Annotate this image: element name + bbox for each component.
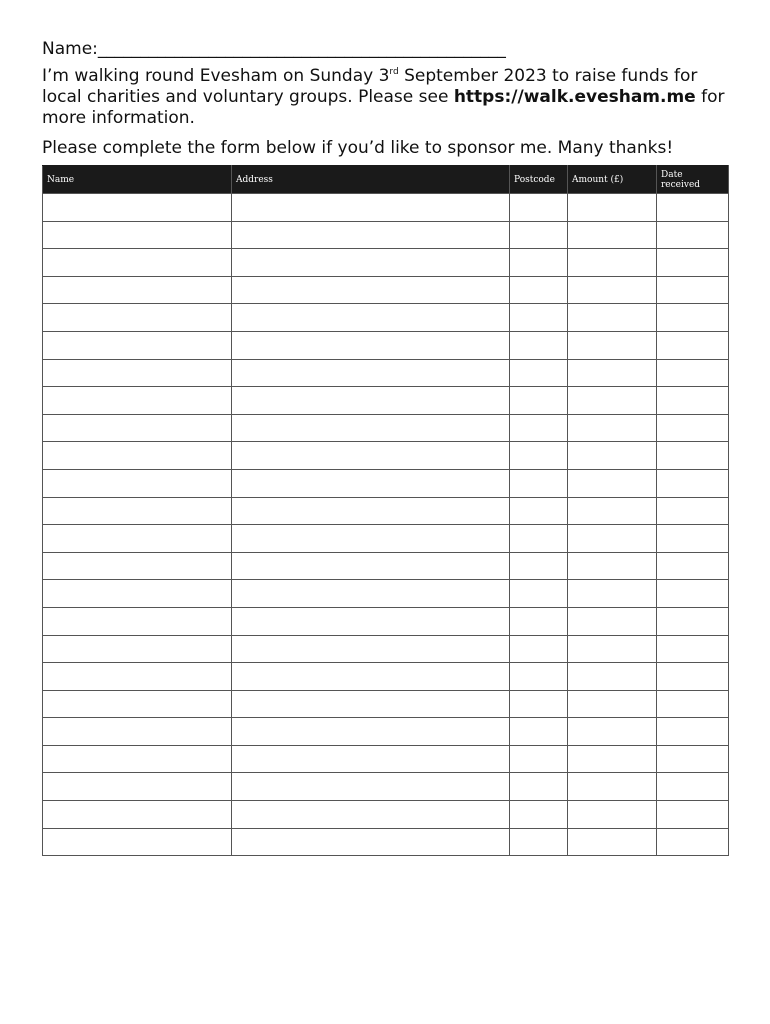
postcode-cell[interactable] (510, 828, 568, 856)
name-cell[interactable] (43, 304, 232, 332)
table-row (43, 276, 729, 304)
postcode-cell[interactable] (510, 745, 568, 773)
amount-cell[interactable] (568, 359, 657, 387)
postcode-cell[interactable] (510, 221, 568, 249)
date-received-cell[interactable] (657, 745, 729, 773)
date-received-cell[interactable] (657, 359, 729, 387)
table-row (43, 331, 729, 359)
amount-cell[interactable] (568, 304, 657, 332)
date-received-cell[interactable] (657, 828, 729, 856)
postcode-cell[interactable] (510, 442, 568, 470)
postcode-cell[interactable] (510, 525, 568, 553)
postcode-cell[interactable] (510, 580, 568, 608)
intro-text-end: for more information. (42, 87, 725, 128)
date-received-cell[interactable] (657, 194, 729, 222)
date-received-cell[interactable] (657, 221, 729, 249)
postcode-cell[interactable] (510, 414, 568, 442)
table-row (43, 469, 729, 497)
name-cell[interactable] (43, 773, 232, 801)
date-received-cell[interactable] (657, 718, 729, 746)
table-row (43, 249, 729, 277)
name-label: Name: (42, 39, 98, 59)
amount-cell[interactable] (568, 718, 657, 746)
amount-cell[interactable] (568, 552, 657, 580)
name-cell[interactable] (43, 469, 232, 497)
address-cell[interactable] (232, 249, 510, 277)
name-cell[interactable] (43, 387, 232, 415)
postcode-cell[interactable] (510, 663, 568, 691)
postcode-cell[interactable] (510, 359, 568, 387)
amount-cell[interactable] (568, 801, 657, 829)
address-cell[interactable] (232, 801, 510, 829)
date-received-cell[interactable] (657, 497, 729, 525)
date-received-cell[interactable] (657, 304, 729, 332)
amount-cell[interactable] (568, 469, 657, 497)
column-header-amount: Amount (£) (568, 166, 657, 194)
postcode-cell[interactable] (510, 194, 568, 222)
name-cell[interactable] (43, 359, 232, 387)
name-cell[interactable] (43, 194, 232, 222)
name-cell[interactable] (43, 801, 232, 829)
amount-cell[interactable] (568, 249, 657, 277)
table-row (43, 525, 729, 553)
table-row (43, 801, 729, 829)
address-cell[interactable] (232, 414, 510, 442)
table-row (43, 552, 729, 580)
amount-cell[interactable] (568, 387, 657, 415)
amount-cell[interactable] (568, 194, 657, 222)
postcode-cell[interactable] (510, 552, 568, 580)
address-cell[interactable] (232, 690, 510, 718)
address-cell[interactable] (232, 331, 510, 359)
table-row (43, 304, 729, 332)
table-row (43, 607, 729, 635)
amount-cell[interactable] (568, 525, 657, 553)
name-cell[interactable] (43, 718, 232, 746)
name-cell[interactable] (43, 745, 232, 773)
address-cell[interactable] (232, 387, 510, 415)
date-received-cell[interactable] (657, 414, 729, 442)
table-row (43, 663, 729, 691)
postcode-cell[interactable] (510, 773, 568, 801)
table-row (43, 745, 729, 773)
table-row (43, 718, 729, 746)
name-cell[interactable] (43, 828, 232, 856)
address-cell[interactable] (232, 359, 510, 387)
table-row (43, 497, 729, 525)
name-cell[interactable] (43, 331, 232, 359)
name-cell[interactable] (43, 580, 232, 608)
name-cell[interactable] (43, 663, 232, 691)
postcode-cell[interactable] (510, 635, 568, 663)
address-cell[interactable] (232, 469, 510, 497)
date-received-cell[interactable] (657, 331, 729, 359)
name-cell[interactable] (43, 635, 232, 663)
name-cell[interactable] (43, 414, 232, 442)
postcode-cell[interactable] (510, 249, 568, 277)
amount-cell[interactable] (568, 221, 657, 249)
intro-text-middle: September 2023 to raise funds for local charities and voluntary groups. Please see (42, 66, 698, 107)
address-cell[interactable] (232, 580, 510, 608)
website-link[interactable]: https://walk.evesham.me (453, 87, 696, 107)
address-cell[interactable] (232, 552, 510, 580)
date-received-cell[interactable] (657, 773, 729, 801)
table-row (43, 690, 729, 718)
column-header-name: Name (43, 166, 232, 194)
date-received-cell[interactable] (657, 580, 729, 608)
amount-cell[interactable] (568, 497, 657, 525)
table-body (43, 194, 729, 856)
amount-cell[interactable] (568, 773, 657, 801)
amount-cell[interactable] (568, 635, 657, 663)
postcode-cell[interactable] (510, 331, 568, 359)
date-received-cell[interactable] (657, 552, 729, 580)
name-cell[interactable] (43, 221, 232, 249)
table-row (43, 221, 729, 249)
date-received-cell[interactable] (657, 249, 729, 277)
amount-cell[interactable] (568, 580, 657, 608)
table-row (43, 828, 729, 856)
address-cell[interactable] (232, 525, 510, 553)
sponsor-request: Please complete the form below if you’d like to sponsor me. Many thanks! (42, 138, 674, 158)
date-received-cell[interactable] (657, 276, 729, 304)
address-cell[interactable] (232, 635, 510, 663)
name-cell[interactable] (43, 497, 232, 525)
name-blank-line[interactable]: ________________________________________________ (97, 39, 506, 59)
address-cell[interactable] (232, 663, 510, 691)
intro-ordinal-suffix: rd (389, 67, 399, 77)
date-received-cell[interactable] (657, 801, 729, 829)
address-cell[interactable] (232, 607, 510, 635)
address-cell[interactable] (232, 718, 510, 746)
name-cell[interactable] (43, 442, 232, 470)
date-received-cell[interactable] (657, 663, 729, 691)
date-received-cell[interactable] (657, 442, 729, 470)
address-cell[interactable] (232, 304, 510, 332)
name-cell[interactable] (43, 249, 232, 277)
table-row (43, 414, 729, 442)
date-received-cell[interactable] (657, 607, 729, 635)
amount-cell[interactable] (568, 414, 657, 442)
postcode-cell[interactable] (510, 801, 568, 829)
date-received-cell[interactable] (657, 690, 729, 718)
table-row (43, 387, 729, 415)
date-received-cell[interactable] (657, 525, 729, 553)
amount-cell[interactable] (568, 607, 657, 635)
address-cell[interactable] (232, 221, 510, 249)
table-row (43, 442, 729, 470)
table-header-row (43, 166, 729, 194)
table-row (43, 359, 729, 387)
name-cell[interactable] (43, 276, 232, 304)
date-received-cell[interactable] (657, 469, 729, 497)
postcode-cell[interactable] (510, 718, 568, 746)
address-cell[interactable] (232, 497, 510, 525)
address-cell[interactable] (232, 276, 510, 304)
column-header-address: Address (232, 166, 510, 194)
date-received-cell[interactable] (657, 635, 729, 663)
name-cell[interactable] (43, 607, 232, 635)
name-cell[interactable] (43, 690, 232, 718)
postcode-cell[interactable] (510, 690, 568, 718)
table-row (43, 773, 729, 801)
postcode-cell[interactable] (510, 607, 568, 635)
postcode-cell[interactable] (510, 387, 568, 415)
table-row (43, 635, 729, 663)
amount-cell[interactable] (568, 690, 657, 718)
date-received-cell[interactable] (657, 387, 729, 415)
postcode-cell[interactable] (510, 304, 568, 332)
postcode-cell[interactable] (510, 276, 568, 304)
name-cell[interactable] (43, 552, 232, 580)
address-cell[interactable] (232, 828, 510, 856)
table-row (43, 580, 729, 608)
address-cell[interactable] (232, 745, 510, 773)
address-cell[interactable] (232, 194, 510, 222)
intro-text-start: I’m walking round Evesham on Sunday 3 (42, 66, 390, 86)
postcode-cell[interactable] (510, 469, 568, 497)
amount-cell[interactable] (568, 828, 657, 856)
name-cell[interactable] (43, 525, 232, 553)
address-cell[interactable] (232, 442, 510, 470)
amount-cell[interactable] (568, 745, 657, 773)
address-cell[interactable] (232, 773, 510, 801)
postcode-cell[interactable] (510, 497, 568, 525)
column-header-date-received: Date received (657, 166, 729, 194)
sponsor-table (42, 165, 729, 856)
amount-cell[interactable] (568, 442, 657, 470)
table-row (43, 194, 729, 222)
amount-cell[interactable] (568, 276, 657, 304)
intro-paragraph (42, 66, 742, 129)
name-field-line (42, 38, 506, 60)
amount-cell[interactable] (568, 663, 657, 691)
column-header-postcode: Postcode (510, 166, 568, 194)
amount-cell[interactable] (568, 331, 657, 359)
